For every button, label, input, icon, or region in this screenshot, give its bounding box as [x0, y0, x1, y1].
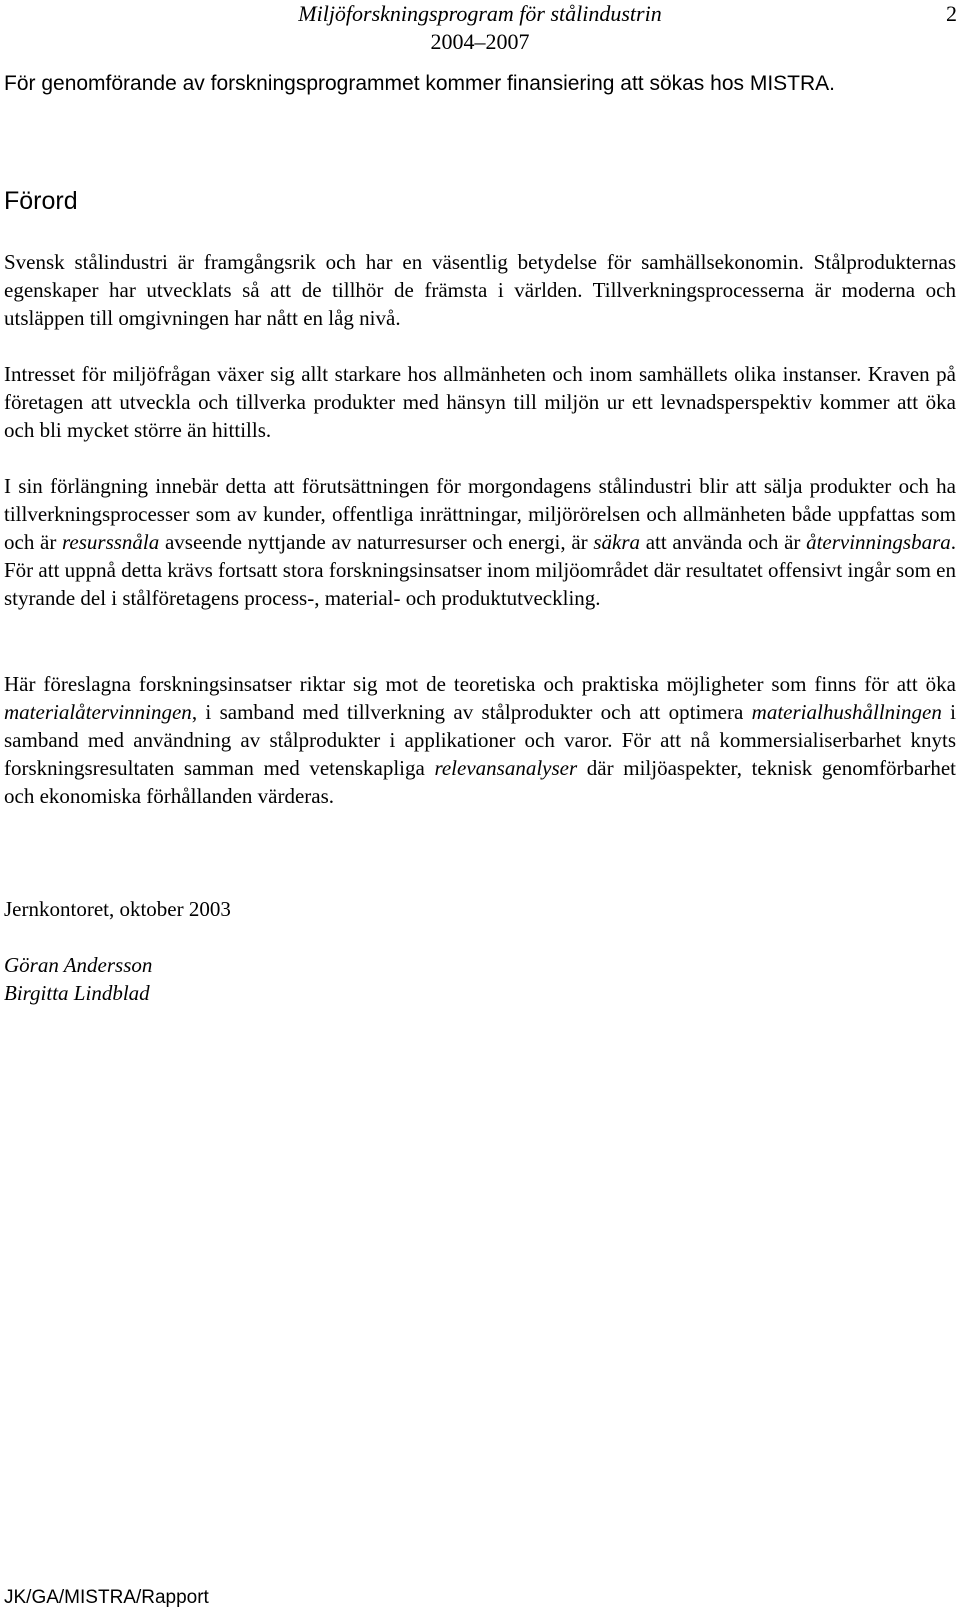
paragraph-4-text-b: , i samband med tillverkning av stålprodukter och att optimera — [191, 700, 752, 724]
page-number: 2 — [946, 1, 957, 26]
paragraph-4-text-c: i samband med användning av stålprodukter i applikationer och varor. För att nå kommersialiserbarhet knyts forskningsresultaten samman med vetenskapliga — [4, 700, 957, 780]
paragraph-4-text-a: Här föreslagna forskningsinsatser riktar sig mot de teoretiska och praktiska möjligheter som finns för att öka — [4, 672, 956, 696]
section-heading: Förord — [4, 187, 78, 215]
paragraph-2: Intresset för miljöfrågan växer sig allt starkare hos allmänheten och inom samhällets olika instanser. Kraven på företagen att utveckla och tillverka produkter med hänsyn till miljön ur ett levnadsperspektiv kommer att öka och bli mycket större än hittills. — [4, 362, 956, 442]
place-and-date: Jernkontoret, oktober 2003 — [4, 897, 231, 921]
running-header-years: 2004–2007 — [430, 29, 530, 54]
paragraph-3-text-b: avseende nyttjande av naturresurser och energi, är — [159, 530, 594, 554]
paragraph-3 — [4, 472, 956, 612]
signatory-1: Göran Andersson — [4, 953, 153, 977]
emphasis-resurssnala: resurssnåla — [62, 530, 160, 554]
paragraph-1: Svensk stålindustri är framgångsrik och har en väsentlig betydelse för samhällsekonomin. Stålprodukternas egenskaper har utvecklats så att de tillhör de främsta i världen. Tillverkningsprocesserna är moderna och utsläppen till omgivningen har nått en låg nivå. — [4, 250, 956, 330]
emphasis-relevansanalyser: relevansanalyser — [434, 756, 578, 780]
paragraph-3-text-c: att använda och är — [640, 530, 807, 554]
paragraph-4 — [4, 670, 956, 810]
emphasis-materialatervinningen: materialåtervinningen — [4, 700, 192, 724]
emphasis-atervinningsbara: återvinningsbara — [806, 530, 951, 554]
funding-statement: För genomförande av forskningsprogrammet kommer finansiering att sökas hos MISTRA. — [4, 72, 836, 95]
paragraph-4-text-d: där miljöaspekter, teknisk genomförbarhet och ekonomiska förhållanden värderas. — [4, 756, 956, 808]
paragraph-3-text-d: . För att uppnå detta krävs fortsatt stora forskningsinsatser inom miljöområdet där resultatet offensivt ingår som en styrande del i stålföretagens process-, material- och produktutveckling. — [4, 530, 956, 610]
emphasis-sakra: säkra — [593, 530, 641, 554]
paragraph-3-text-a: I sin förlängning innebär detta att förutsättningen för morgondagens stålindustri blir att sälja produkter och ha tillverkningsprocesser som av kunder, offentliga inrättningar, miljörörelsen och allmänheten både uppfattas som och är — [4, 474, 956, 554]
emphasis-materialhushallningen: materialhushållningen — [751, 700, 942, 724]
signatory-2: Birgitta Lindblad — [4, 981, 150, 1005]
running-header-title: Miljöforskningsprogram för stålindustrin — [298, 1, 662, 26]
page-footer: JK/GA/MISTRA/Rapport — [4, 1587, 209, 1608]
